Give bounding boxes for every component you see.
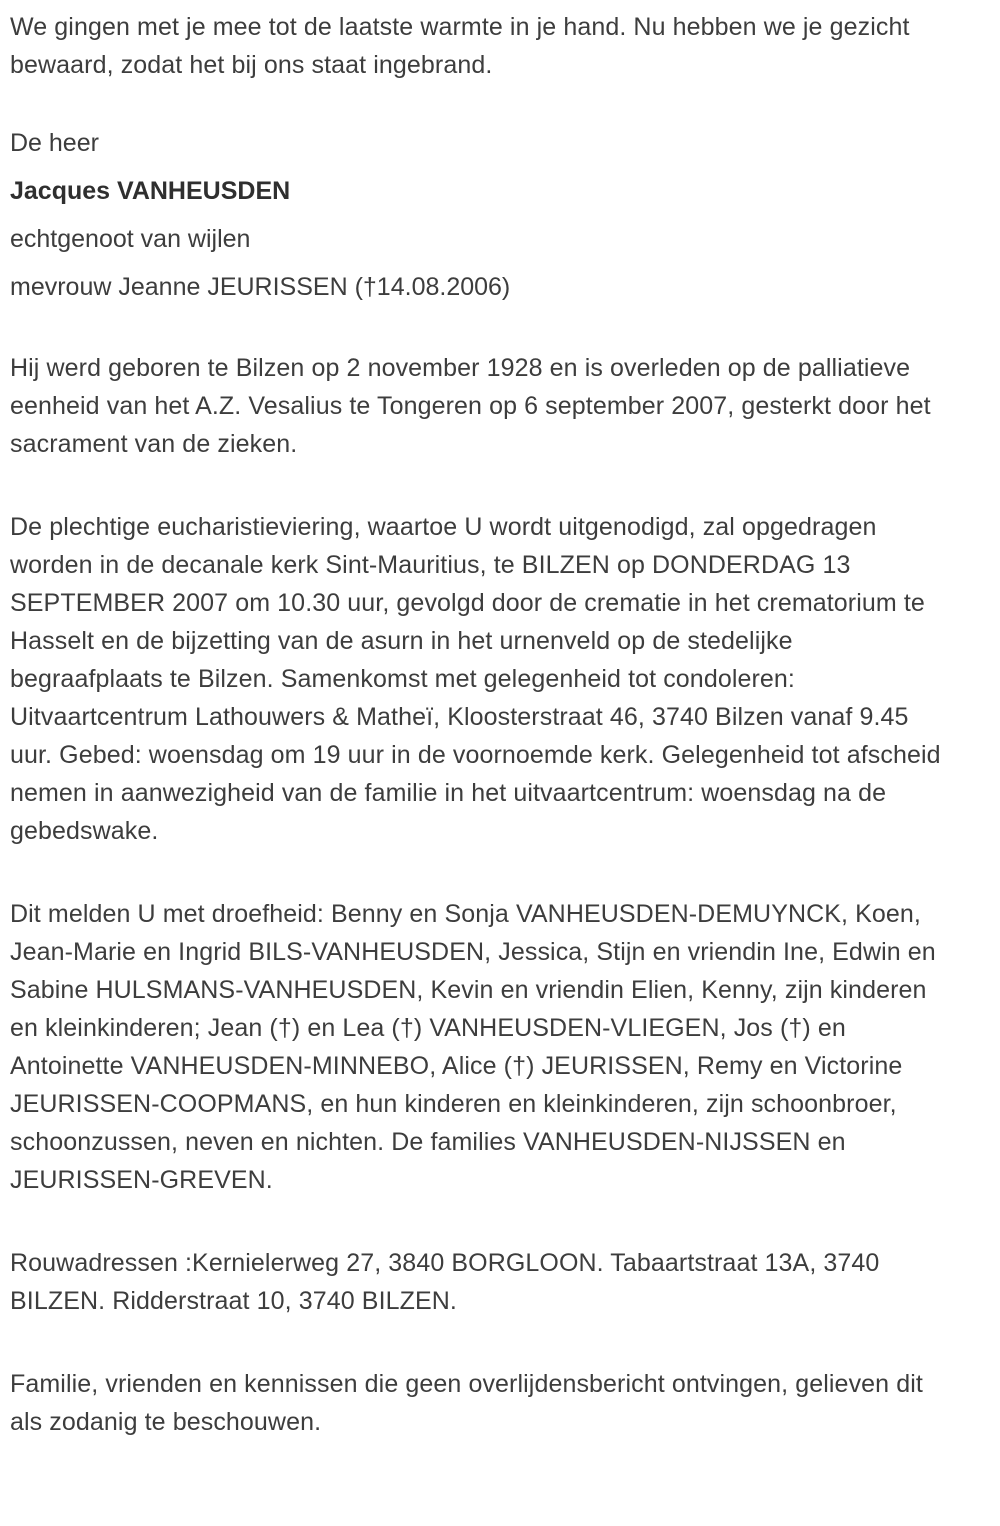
spouse-name-line: mevrouw Jeanne JEURISSEN (†14.08.2006) — [10, 273, 511, 301]
deceased-name: Jacques VANHEUSDEN — [10, 177, 291, 205]
closing-paragraph: Familie, vrienden en kennissen die geen overlijdensbericht ontvingen, gelieven dit als zodanig te beschouwen. — [10, 1370, 923, 1436]
salutation: De heer — [10, 129, 99, 157]
birth-death-paragraph: Hij werd geboren te Bilzen op 2 november 1928 en is overleden op de palliatieve eenheid van het A.Z. Vesalius te Tongeren op 6 september 2007, gesterkt door het sacrament van de zieken. — [10, 354, 931, 458]
spouse-relation: echtgenoot van wijlen — [10, 225, 251, 253]
intro-verse: We gingen met je mee tot de laatste warmte in je hand. Nu hebben we je gezicht bewaard, zodat het bij ons staat ingebrand. — [10, 13, 910, 79]
service-paragraph: De plechtige eucharistieviering, waartoe U wordt uitgenodigd, zal opgedragen worden in de decanale kerk Sint-Mauritius, te BILZEN op DONDERDAG 13 SEPTEMBER 2007 om 10.30 uur, gevolgd door de crematie in het crematorium te Hasselt en de bijzetting van de asurn in het urnenveld op de stedelijke begraafplaats te Bilzen. Samenkomst met gelegenheid tot condoleren: Uitvaartcentrum Lathouwers & Matheï, Kloosterstraat 46, 3740 Bilzen vanaf 9.45 uur. Gebed: woensdag om 19 uur in de voornoemde kerk. Gelegenheid tot afscheid nemen in aanwezigheid van de familie in het uitvaartcentrum: woensdag na de gebedswake. — [10, 513, 941, 845]
family-paragraph: Dit melden U met droefheid: Benny en Sonja VANHEUSDEN-DEMUYNCK, Koen, Jean-Marie en Ingrid BILS-VANHEUSDEN, Jessica, Stijn en vriendin Ine, Edwin en Sabine HULSMANS-VANHEUSDEN, Kevin en vriendin Elien, Kenny, zijn kinderen en kleinkinderen; Jean (†) en Lea (†) VANHEUSDEN-VLIEGEN, Jos (†) en Antoinette VANHEUSDEN-MINNEBO, Alice (†) JEURISSEN, Remy en Victorine JEURISSEN-COOPMANS, en hun kinderen en kleinkinderen, zijn schoonbroer, schoonzussen, neven en nichten. De families VANHEUSDEN-NIJSSEN en JEURISSEN-GREVEN. — [10, 900, 936, 1194]
deceased-header — [10, 129, 952, 301]
mourning-addresses-paragraph: Rouwadressen :Kernielerweg 27, 3840 BORGLOON. Tabaartstraat 13A, 3740 BILZEN. Ridderstraat 10, 3740 BILZEN. — [10, 1249, 880, 1315]
